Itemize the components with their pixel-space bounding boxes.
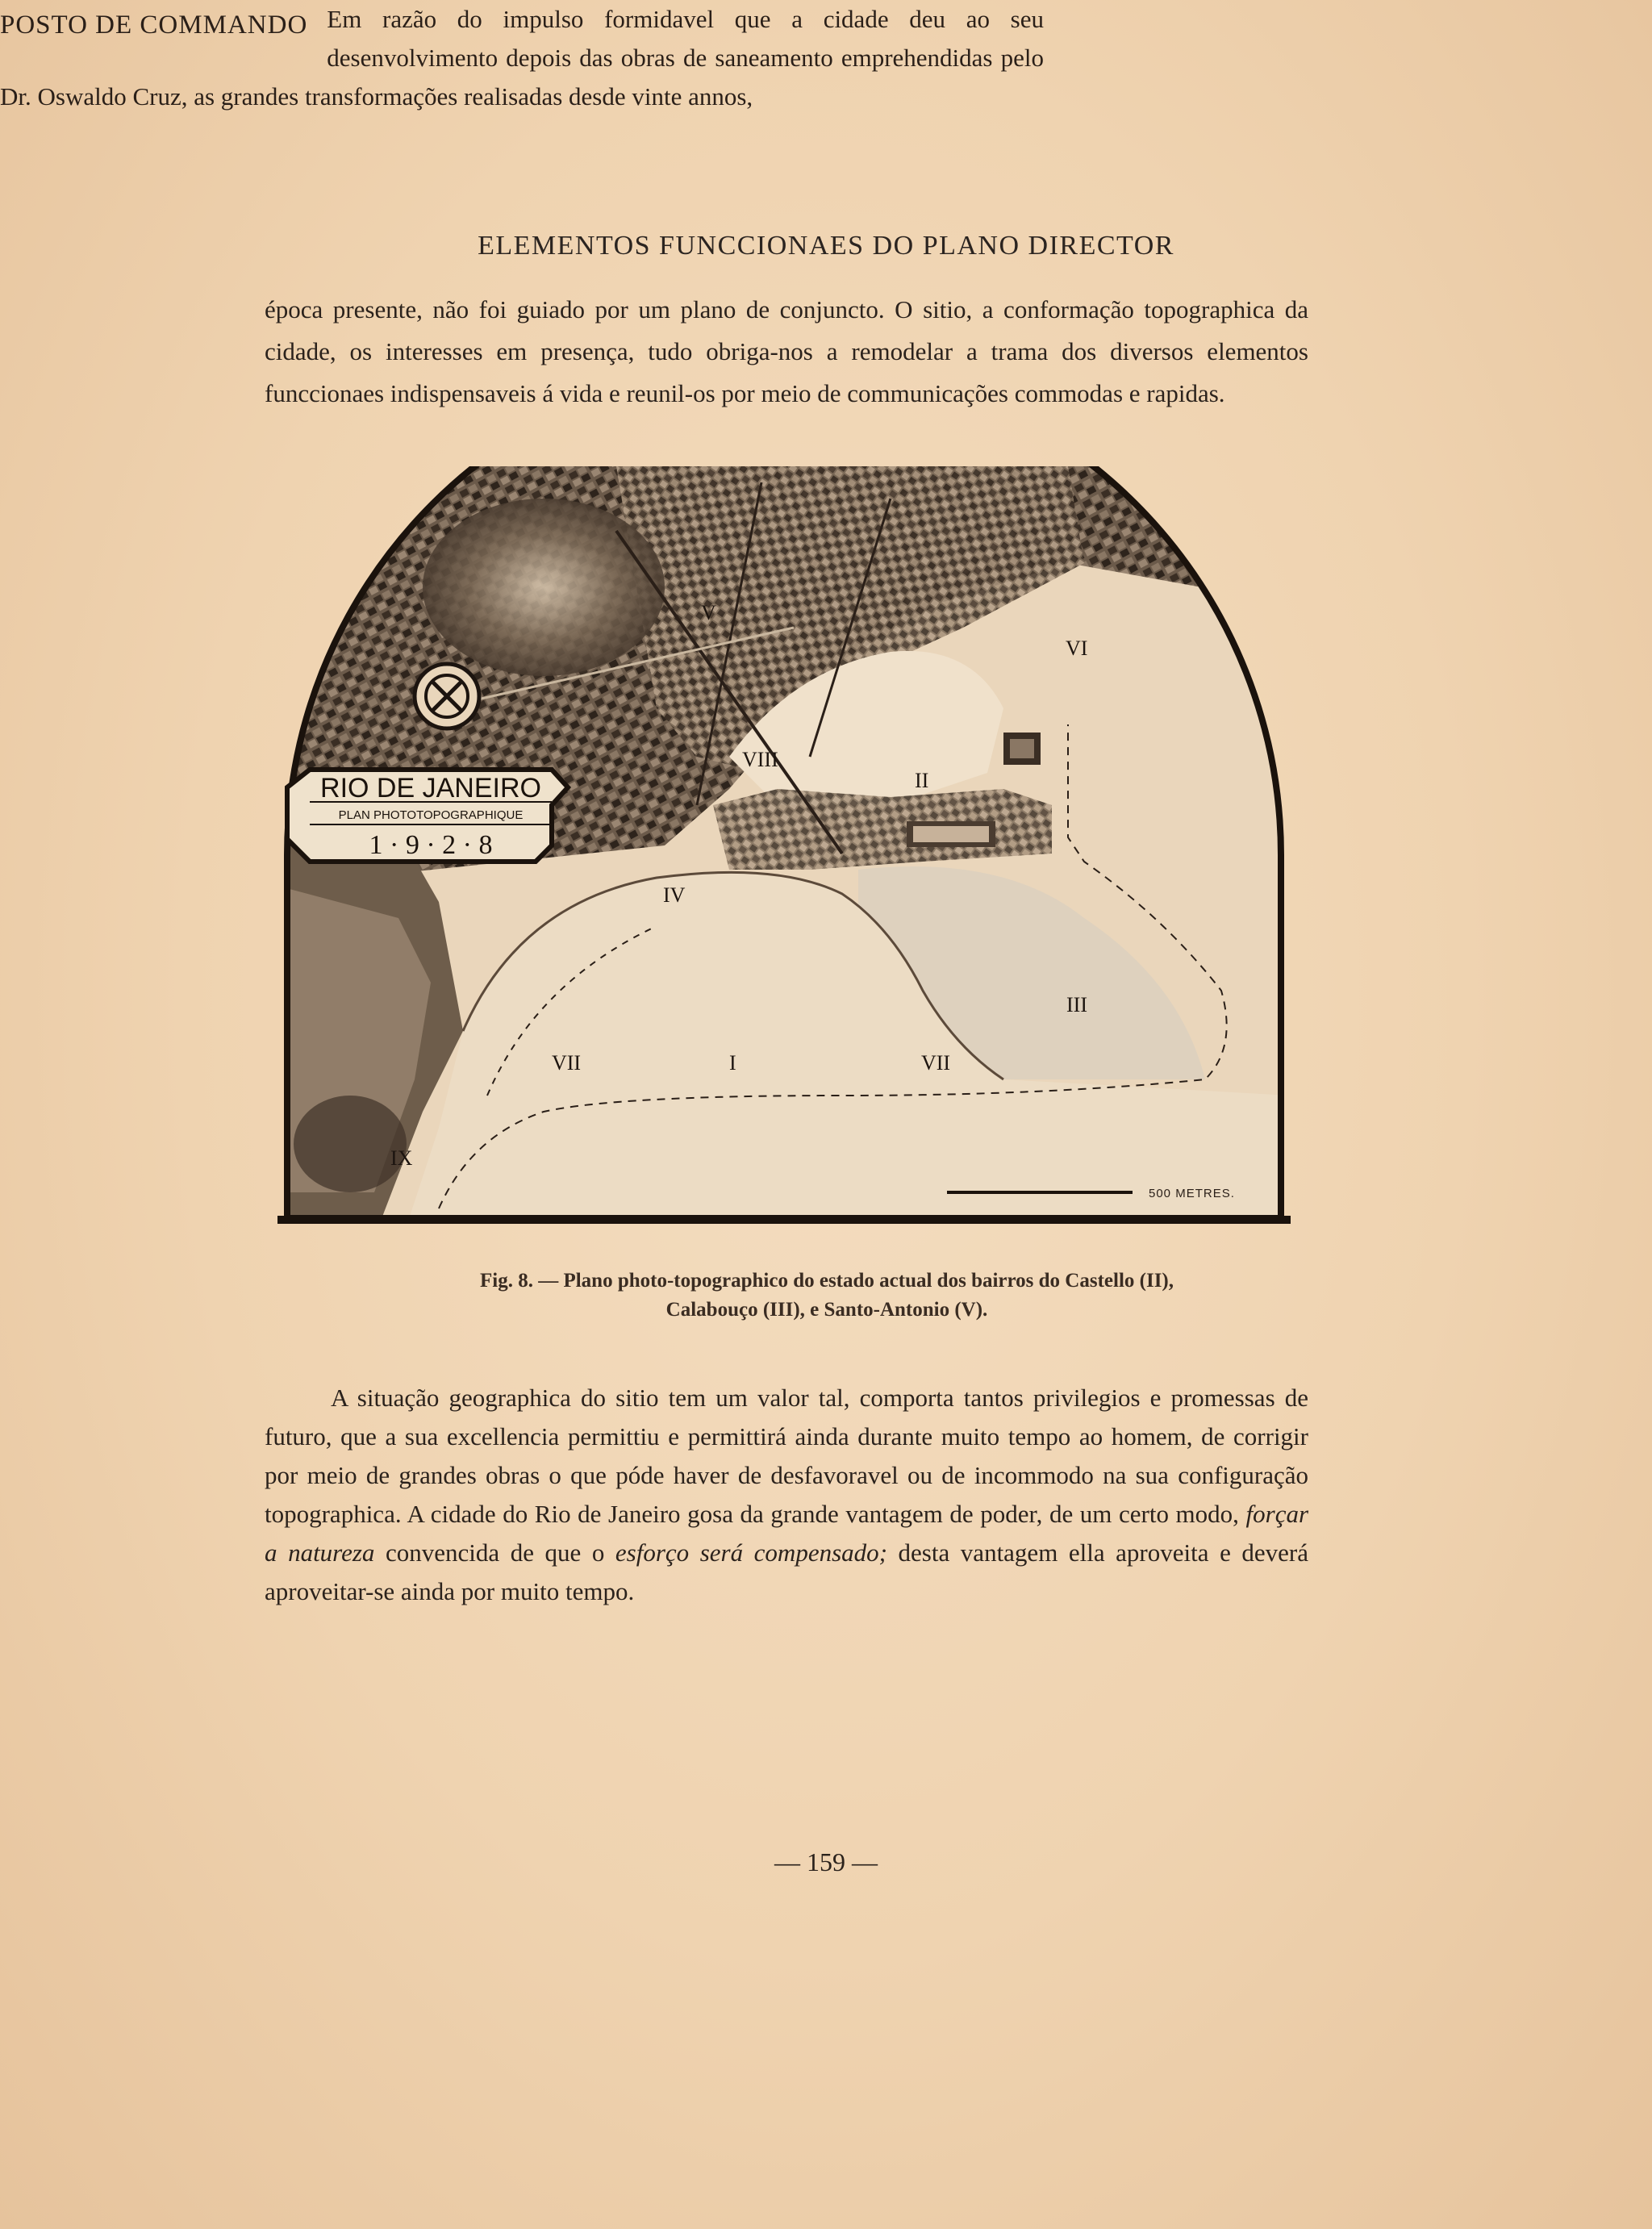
section-text: Em razão do impulso formidavel que a cidade deu ao seu desenvolvimento depois das obras de saneamento emprehendidas pelo Dr. Oswaldo Cruz, as grandes transformações realisadas desde vinte annos,	[0, 5, 1044, 111]
label-district-viii: VIII	[742, 748, 778, 771]
paragraph-intro: época presente, não foi guiado por um plano de conjuncto. O sitio, a conformação topographica da cidade, os interesses em presença, tudo obriga-nos a remodelar a trama dos diversos elementos funccionaes indispensaveis á vida e reunil-os por meio de communicações commodas e rapidas.	[265, 295, 1308, 407]
figure-caption	[242, 1267, 1412, 1325]
section-heading: POSTO DE COMMANDO	[0, 10, 308, 40]
label-district-ix: IX	[390, 1146, 413, 1170]
cartouche-year: 1 · 9 · 2 · 8	[369, 830, 493, 860]
label-district-ii: II	[915, 769, 929, 792]
page-number: — 159 —	[774, 1847, 878, 1876]
photo-topographic-map	[277, 466, 1291, 1226]
paragraph-geography-text-1: A situação geographica do sitio tem um valor tal, comporta tantos privilegios e promessas de futuro, que a sua excellencia permittiu e permittirá ainda durante muito tempo ao homem, de corrigir por meio de grandes obras o que póde haver de desfavoravel ou de incommodo na sua configuração topographica. A cidade do Rio de Janeiro gosa da grande vantagem de poder, de um certo modo,	[265, 1384, 1308, 1528]
compass-rose-icon	[415, 664, 479, 728]
section-posto-de-commando	[0, 0, 1044, 116]
cartouche-subtitle: PLAN PHOTOTOPOGRAPHIQUE	[338, 808, 524, 822]
running-head: ELEMENTOS FUNCCIONAES DO PLANO DIRECTOR	[478, 231, 1174, 261]
paragraph-geography	[265, 1379, 1308, 1611]
paragraph-geography-text-2: convencida de que o	[385, 1538, 605, 1567]
cartouche-title: RIO DE JANEIRO	[320, 773, 541, 804]
label-district-iv: IV	[663, 883, 686, 907]
label-district-iii: III	[1066, 993, 1087, 1016]
label-district-v: V	[701, 601, 716, 624]
map-cartouche	[287, 770, 568, 862]
caption-line-2: Calabouço (III), e Santo-Antonio (V).	[665, 1299, 988, 1321]
label-district-vi: VI	[1066, 637, 1088, 660]
label-district-vii-left: VII	[552, 1051, 582, 1075]
label-district-vii-right: VII	[921, 1051, 951, 1075]
paragraph-geography-text-3: desta vantagem ella aproveita e deverá aproveitar-se ainda por muito tempo.	[265, 1538, 1308, 1605]
label-district-i: I	[729, 1051, 736, 1075]
italic-phrase-1: forçar a natureza	[265, 1500, 1309, 1567]
scale-label: 500 METRES.	[1149, 1187, 1235, 1200]
italic-phrase-2: esforço será compensado;	[615, 1538, 887, 1567]
caption-line-1: Fig. 8. — Plano photo-topographico do estado actual dos bairros do Castello (II),	[479, 1270, 1174, 1292]
map-figure	[277, 466, 1291, 1226]
